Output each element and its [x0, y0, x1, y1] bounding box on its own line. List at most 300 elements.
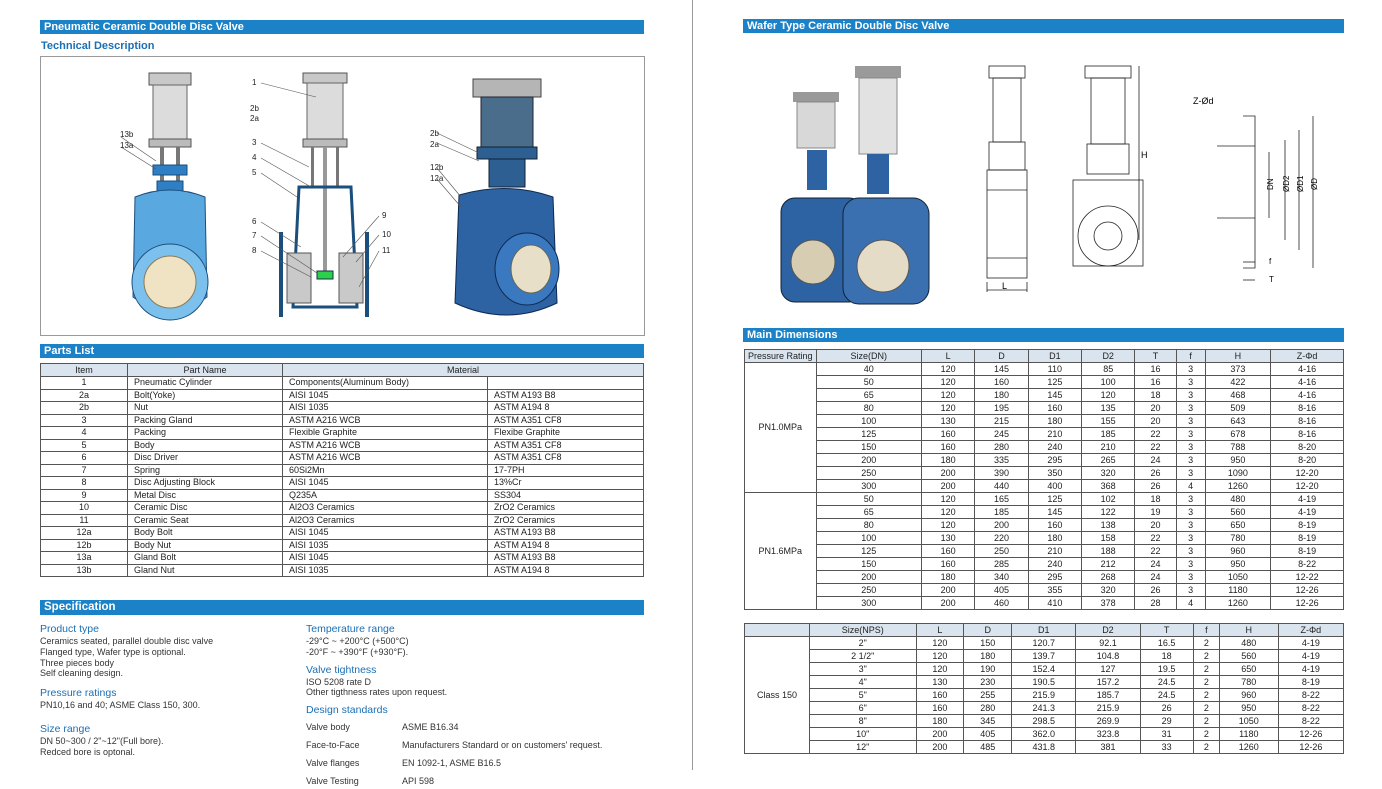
dimensions-cell: 340	[975, 571, 1028, 584]
dimensions-cell: 1050	[1205, 571, 1270, 584]
dimensions-cell: 188	[1082, 545, 1135, 558]
dimensions-cell: 1180	[1219, 728, 1278, 741]
dimensions-header-cell: f	[1176, 350, 1205, 363]
page-divider	[692, 0, 693, 770]
dimensions-table-class150	[744, 623, 1344, 754]
parts-cell-material-1: AISI 1045	[283, 389, 488, 402]
parts-cell-material-2: 13%Cr	[488, 477, 644, 490]
parts-cell-item: 10	[41, 502, 128, 515]
dimensions-cell: 160	[921, 428, 974, 441]
parts-cell-material-2: ASTM A194 8	[488, 564, 644, 577]
dimensions-header-cell: D2	[1076, 624, 1140, 637]
dimensions-row	[745, 584, 1344, 597]
dimensions-cell: 20	[1135, 415, 1176, 428]
dimensions-cell: 200	[975, 519, 1028, 532]
parts-header-item: Item	[41, 364, 128, 377]
parts-cell-name: Pneumatic Cylinder	[128, 377, 283, 390]
dimensions-cell: 4-19	[1271, 493, 1344, 506]
label-L: L	[1002, 281, 1008, 291]
dimensions-row	[745, 650, 1344, 663]
spec-product-type-title: Product type	[40, 623, 99, 635]
dimensions-cell: 145	[1028, 506, 1081, 519]
dimensions-cell: 8-16	[1271, 415, 1344, 428]
parts-cell-name: Gland Nut	[128, 564, 283, 577]
dimensions-cell: 405	[975, 584, 1028, 597]
parts-cell-item: 5	[41, 439, 128, 452]
dimensions-cell: 2"	[810, 637, 917, 650]
right-title-bar	[743, 19, 1344, 33]
dimensions-cell: 20	[1135, 519, 1176, 532]
wafer-valve-photo	[781, 66, 929, 304]
dimensions-cell: 3	[1176, 363, 1205, 376]
parts-cell-name: Ceramic Disc	[128, 502, 283, 515]
dimensions-row	[745, 689, 1344, 702]
dimensions-cell: 2	[1193, 650, 1219, 663]
dimensions-row	[745, 363, 1344, 376]
valve-front-view	[120, 73, 208, 320]
dimensions-cell: 2	[1193, 663, 1219, 676]
dimensions-cell: 180	[916, 715, 964, 728]
spec-product-type-line: Flanged type, Wafer type is optional.	[40, 646, 186, 657]
parts-cell-item: 9	[41, 489, 128, 502]
dimensions-cell: 378	[1082, 597, 1135, 610]
dimensions-cell: 150	[816, 441, 921, 454]
parts-cell-material-1: Flexible Graphite	[283, 427, 488, 440]
dimensions-cell: 127	[1076, 663, 1140, 676]
dimensions-cell: 12-26	[1271, 584, 1344, 597]
parts-cell-material-2: ASTM A193 B8	[488, 527, 644, 540]
spec-design-row	[306, 717, 644, 735]
dimensions-cell: 200	[921, 584, 974, 597]
parts-cell-name: Body	[128, 439, 283, 452]
callout-b-2: 2a	[250, 114, 259, 123]
parts-cell-item: 2a	[41, 389, 128, 402]
dimensions-cell: 180	[921, 571, 974, 584]
dimensions-cell: 3"	[810, 663, 917, 676]
dimensions-cell: 678	[1205, 428, 1270, 441]
dimensions-cell: 215.9	[1012, 689, 1076, 702]
dimensions-cell: 4"	[810, 676, 917, 689]
dimensions-cell: 122	[1082, 506, 1135, 519]
label-d1: ØD1	[1296, 175, 1305, 192]
dimensions-cell: 12-26	[1278, 728, 1343, 741]
dimensions-header-cell: D2	[1082, 350, 1135, 363]
dimensions-cell: 65	[816, 506, 921, 519]
dimensions-cell: 100	[816, 415, 921, 428]
dimensions-cell: 2	[1193, 676, 1219, 689]
dimensions-cell: 22	[1135, 428, 1176, 441]
dimensions-cell: 160	[921, 441, 974, 454]
spec-temperature-line: -29°C ~ +200°C (+500°C)	[306, 636, 409, 646]
dimensions-cell: 255	[964, 689, 1012, 702]
parts-cell-name: Spring	[128, 464, 283, 477]
dimensions-cell: 1050	[1219, 715, 1278, 728]
dimensions-cell: 300	[816, 480, 921, 493]
dimensions-cell: 295	[1028, 571, 1081, 584]
parts-cell-material-1: ASTM A216 WCB	[283, 439, 488, 452]
dimensions-cell: 245	[975, 428, 1028, 441]
dimensions-cell: 92.1	[1076, 637, 1140, 650]
dimensions-cell: 1260	[1205, 480, 1270, 493]
dimensions-cell: 8"	[810, 715, 917, 728]
dimensions-cell: 960	[1205, 545, 1270, 558]
parts-cell-item: 13a	[41, 552, 128, 565]
callout-a-0: 13b	[120, 130, 134, 139]
dimensions-row	[745, 428, 1344, 441]
dimensions-cell: 200	[921, 597, 974, 610]
technical-description-heading: Technical Description	[41, 40, 155, 52]
parts-row	[41, 389, 644, 402]
parts-cell-material-1: Components(Aluminum Body)	[283, 377, 488, 390]
parts-cell-material-2: ASTM A351 CF8	[488, 439, 644, 452]
dimensions-cell: 65	[816, 389, 921, 402]
label-t: T	[1269, 275, 1274, 284]
dimensions-row	[745, 467, 1344, 480]
dimensions-cell: 241.3	[1012, 702, 1076, 715]
dimensions-header-cell: Size(DN)	[816, 350, 921, 363]
dimensions-cell: 135	[1082, 402, 1135, 415]
spec-design-row	[306, 771, 644, 789]
parts-row	[41, 427, 644, 440]
dimensions-cell: 16	[1135, 376, 1176, 389]
dimensions-cell: 3	[1176, 519, 1205, 532]
dimensions-cell: 2	[1193, 715, 1219, 728]
spec-design-value: Manufacturers Standard or on customers' request.	[402, 740, 603, 751]
dimensions-cell: 158	[1082, 532, 1135, 545]
dimensions-cell: 120	[921, 519, 974, 532]
parts-row	[41, 464, 644, 477]
dimensions-header-row	[745, 624, 1344, 637]
dimensions-cell: 10"	[810, 728, 917, 741]
dimensions-cell: 780	[1205, 532, 1270, 545]
right-title: Wafer Type Ceramic Double Disc Valve	[747, 20, 950, 32]
specification-title: Specification	[44, 601, 116, 613]
dimensions-cell: 160	[975, 376, 1028, 389]
dimensions-cell: 8-19	[1271, 532, 1344, 545]
dimensions-cell: 85	[1082, 363, 1135, 376]
dimensions-cell: 4-16	[1271, 363, 1344, 376]
dimensions-cell: 362.0	[1012, 728, 1076, 741]
parts-cell-material-2: ASTM A193 B8	[488, 552, 644, 565]
dimensions-cell: 300	[816, 597, 921, 610]
dimensions-cell: 18	[1135, 493, 1176, 506]
valve-3d-view	[430, 79, 559, 315]
dimensions-cell: 4-19	[1278, 637, 1343, 650]
dimensions-header-cell: Z-Φd	[1278, 624, 1343, 637]
dimensions-cell: 28	[1135, 597, 1176, 610]
dimensions-row	[745, 376, 1344, 389]
parts-cell-material-1: Al2O3 Ceramics	[283, 514, 488, 527]
dimensions-cell: 2	[1193, 702, 1219, 715]
dimensions-cell: 24.5	[1140, 689, 1193, 702]
dimensions-cell: 3	[1176, 415, 1205, 428]
parts-row	[41, 452, 644, 465]
dimensions-cell: 24	[1135, 558, 1176, 571]
dimensions-header-cell: D1	[1012, 624, 1076, 637]
spec-product-type-line: Ceramics seated, parallel double disc valve	[40, 636, 214, 646]
dimensions-row	[745, 454, 1344, 467]
dimensions-cell: 200	[921, 480, 974, 493]
parts-cell-material-2: ASTM A194 8	[488, 539, 644, 552]
dimensions-cell: 3	[1176, 493, 1205, 506]
parts-list-title: Parts List	[44, 345, 95, 357]
dimensions-cell: 18	[1140, 650, 1193, 663]
dimensions-header-cell: D	[975, 350, 1028, 363]
parts-row	[41, 414, 644, 427]
dimensions-cell: 190.5	[1012, 676, 1076, 689]
specification-bar	[40, 600, 644, 615]
dimensions-cell: 185	[1082, 428, 1135, 441]
dimensions-header-cell: H	[1219, 624, 1278, 637]
dimensions-cell: 26	[1135, 467, 1176, 480]
dimensions-row	[745, 506, 1344, 519]
dimensions-cell: 431.8	[1012, 741, 1076, 754]
dimensions-cell: 788	[1205, 441, 1270, 454]
dimensions-cell: 200	[916, 728, 964, 741]
dimensions-cell: 280	[975, 441, 1028, 454]
dimensions-cell: 509	[1205, 402, 1270, 415]
callout-b-7: 7	[252, 231, 257, 240]
dimensions-cell: 2	[1193, 728, 1219, 741]
dimensions-cell: 2	[1193, 689, 1219, 702]
dimensions-cell: 8-16	[1271, 428, 1344, 441]
callout-b-6: 6	[252, 217, 257, 226]
dimensions-cell: 560	[1219, 650, 1278, 663]
parts-row	[41, 552, 644, 565]
dimensions-cell: 3	[1176, 506, 1205, 519]
dimensions-cell: 24.5	[1140, 676, 1193, 689]
dimensions-cell: 195	[975, 402, 1028, 415]
parts-cell-material-1: 60Si2Mn	[283, 464, 488, 477]
dimensions-cell: 468	[1205, 389, 1270, 402]
pressure-rating-cell: PN1.0MPa	[745, 363, 817, 493]
dimensions-body-metric	[745, 363, 1344, 610]
dimensions-cell: 8-16	[1271, 402, 1344, 415]
dimensions-cell: 3	[1176, 376, 1205, 389]
dimensions-cell: 215	[975, 415, 1028, 428]
wafer-valve-drawings	[743, 40, 1344, 308]
dimensions-cell: 8-20	[1271, 441, 1344, 454]
dimensions-cell: 139.7	[1012, 650, 1076, 663]
dimensions-cell: 3	[1176, 454, 1205, 467]
dimensions-cell: 643	[1205, 415, 1270, 428]
dimensions-cell: 3	[1176, 584, 1205, 597]
parts-cell-material-2: ASTM A193 B8	[488, 389, 644, 402]
dimensions-cell: 12-26	[1271, 597, 1344, 610]
parts-header-row	[41, 364, 644, 377]
dimensions-cell: 480	[1205, 493, 1270, 506]
dimensions-cell: 19	[1135, 506, 1176, 519]
dimensions-row	[745, 741, 1344, 754]
parts-cell-material-1: AISI 1035	[283, 539, 488, 552]
dimensions-cell: 150	[964, 637, 1012, 650]
spec-temperature-line: -20°F ~ +390°F (+930°F).	[306, 646, 409, 657]
dimensions-cell: 4-19	[1278, 650, 1343, 663]
left-title-bar	[40, 20, 644, 34]
dimensions-cell: 8-22	[1278, 715, 1343, 728]
dimensions-cell: 269.9	[1076, 715, 1140, 728]
parts-cell-item: 3	[41, 414, 128, 427]
dimensions-header-cell: T	[1135, 350, 1176, 363]
dimensions-cell: 2	[1193, 637, 1219, 650]
dimensions-cell: 1260	[1205, 597, 1270, 610]
parts-cell-name: Disc Driver	[128, 452, 283, 465]
dimensions-row	[745, 571, 1344, 584]
dimensions-cell: 130	[921, 415, 974, 428]
dimensions-cell: 4	[1176, 480, 1205, 493]
parts-cell-material-2: Flexibe Graphite	[488, 427, 644, 440]
dimensions-cell: 160	[1028, 519, 1081, 532]
dimensions-header-cell: D1	[1028, 350, 1081, 363]
dimensions-cell: 125	[1028, 376, 1081, 389]
spec-size-line: DN 50~300 / 2"~12"(Full bore).	[40, 735, 164, 746]
dimensions-cell: 165	[975, 493, 1028, 506]
dimensions-cell: 4-19	[1271, 506, 1344, 519]
dimensions-cell: 3	[1176, 441, 1205, 454]
dimensions-header-cell: Size(NPS)	[810, 624, 917, 637]
label-d: ØD	[1310, 178, 1319, 190]
main-dimensions-title: Main Dimensions	[747, 329, 838, 341]
parts-row	[41, 539, 644, 552]
valve-section-view	[250, 73, 391, 317]
dimensions-cell: 2	[1193, 741, 1219, 754]
parts-table	[40, 363, 644, 577]
parts-cell-item: 13b	[41, 564, 128, 577]
dimensions-cell: 4-16	[1271, 376, 1344, 389]
parts-cell-name: Disc Adjusting Block	[128, 477, 283, 490]
dimensions-cell: 200	[921, 467, 974, 480]
dimensions-cell: 18	[1135, 389, 1176, 402]
dimensions-header-cell: Z-Φd	[1271, 350, 1344, 363]
parts-cell-material-1: Q235A	[283, 489, 488, 502]
parts-row	[41, 489, 644, 502]
dimensions-cell: 210	[1028, 545, 1081, 558]
parts-cell-material-2	[488, 377, 644, 390]
parts-cell-material-2: ASTM A351 CF8	[488, 452, 644, 465]
dimensions-cell: 20	[1135, 402, 1176, 415]
parts-row	[41, 527, 644, 540]
dimensions-cell: 295	[1028, 454, 1081, 467]
parts-cell-name: Bolt(Yoke)	[128, 389, 283, 402]
dimensions-cell: 650	[1219, 663, 1278, 676]
dimensions-cell: 12-20	[1271, 480, 1344, 493]
dimensions-row	[745, 389, 1344, 402]
dimensions-cell: 3	[1176, 402, 1205, 415]
parts-cell-item: 12a	[41, 527, 128, 540]
dimensions-cell: 125	[1028, 493, 1081, 506]
dimensions-cell: 157.2	[1076, 676, 1140, 689]
spec-product-type-line: Three pieces body	[40, 657, 115, 668]
dimensions-row	[745, 728, 1344, 741]
dimensions-cell: 22	[1135, 441, 1176, 454]
dimensions-cell: 250	[816, 467, 921, 480]
dimensions-cell: 120	[916, 663, 964, 676]
parts-cell-material-2: ASTM A194 8	[488, 402, 644, 415]
spec-design-key: Valve flanges	[306, 758, 360, 769]
parts-cell-item: 6	[41, 452, 128, 465]
dimensions-cell: 12-26	[1278, 741, 1343, 754]
dimensions-cell: 120	[1082, 389, 1135, 402]
parts-cell-material-2: 17-7PH	[488, 464, 644, 477]
dimensions-cell: 250	[816, 584, 921, 597]
label-f: f	[1269, 257, 1272, 266]
spec-column-1	[40, 621, 300, 758]
parts-row	[41, 377, 644, 390]
dimensions-cell: 560	[1205, 506, 1270, 519]
dimensions-header-cell: H	[1205, 350, 1270, 363]
dimensions-table-metric	[744, 349, 1344, 610]
parts-body	[41, 377, 644, 577]
spec-pressure-line: PN10,16 and 40; ASME Class 150, 300.	[40, 700, 201, 711]
side-view-drawing	[987, 66, 1027, 292]
spec-pressure-title: Pressure ratings	[40, 687, 117, 700]
dimensions-cell: 3	[1176, 532, 1205, 545]
dimensions-cell: 110	[1028, 363, 1081, 376]
dimensions-cell: 160	[921, 545, 974, 558]
flange-detail-drawing	[1217, 116, 1313, 280]
dimensions-body-class150	[745, 637, 1344, 754]
valve-illustrations	[41, 57, 644, 335]
dimensions-cell: 381	[1076, 741, 1140, 754]
dimensions-row	[745, 663, 1344, 676]
parts-cell-name: Nut	[128, 402, 283, 415]
dimensions-cell: 120.7	[1012, 637, 1076, 650]
dimensions-cell: 160	[916, 689, 964, 702]
dimensions-row	[745, 558, 1344, 571]
callout-c-0: 2b	[430, 129, 439, 138]
dimensions-cell: 335	[975, 454, 1028, 467]
pressure-rating-cell: PN1.6MPa	[745, 493, 817, 610]
dimensions-header-cell	[745, 624, 810, 637]
dimensions-cell: 280	[964, 702, 1012, 715]
dimensions-cell: 26	[1135, 584, 1176, 597]
dimensions-cell: 220	[975, 532, 1028, 545]
dimensions-row	[745, 545, 1344, 558]
dimensions-cell: 50	[816, 376, 921, 389]
parts-header-material: Material	[283, 364, 644, 377]
dimensions-header-cell: D	[964, 624, 1012, 637]
dimensions-cell: 405	[964, 728, 1012, 741]
parts-list-bar	[40, 344, 644, 358]
dimensions-cell: 50	[816, 493, 921, 506]
parts-cell-item: 7	[41, 464, 128, 477]
pressure-rating-cell: Class 150	[745, 637, 810, 754]
dimensions-header-cell: Pressure Rating	[745, 350, 817, 363]
parts-cell-name: Packing	[128, 427, 283, 440]
callout-b-10: 10	[382, 230, 391, 239]
callout-c-2: 12b	[430, 163, 444, 172]
spec-design-key: Valve Testing	[306, 776, 359, 787]
dimensions-cell: 240	[1028, 441, 1081, 454]
dimensions-header-cell: f	[1193, 624, 1219, 637]
callout-c-1: 2a	[430, 140, 439, 149]
parts-cell-name: Body Bolt	[128, 527, 283, 540]
parts-cell-material-1: AISI 1045	[283, 527, 488, 540]
spec-size-line: Redced bore is optonal.	[40, 746, 136, 757]
dimensions-cell: 400	[1028, 480, 1081, 493]
label-H: H	[1141, 150, 1148, 160]
dimensions-row	[745, 597, 1344, 610]
front-view-drawing	[1073, 66, 1143, 266]
dimensions-cell: 125	[816, 545, 921, 558]
dimensions-row	[745, 519, 1344, 532]
spec-product-type-line: Self cleaning design.	[40, 668, 124, 679]
dimensions-cell: 4-19	[1278, 663, 1343, 676]
dimensions-cell: 26	[1135, 480, 1176, 493]
dimensions-row	[745, 441, 1344, 454]
dimensions-cell: 145	[975, 363, 1028, 376]
spec-tightness-line: ISO 5208 rate D	[306, 676, 372, 687]
